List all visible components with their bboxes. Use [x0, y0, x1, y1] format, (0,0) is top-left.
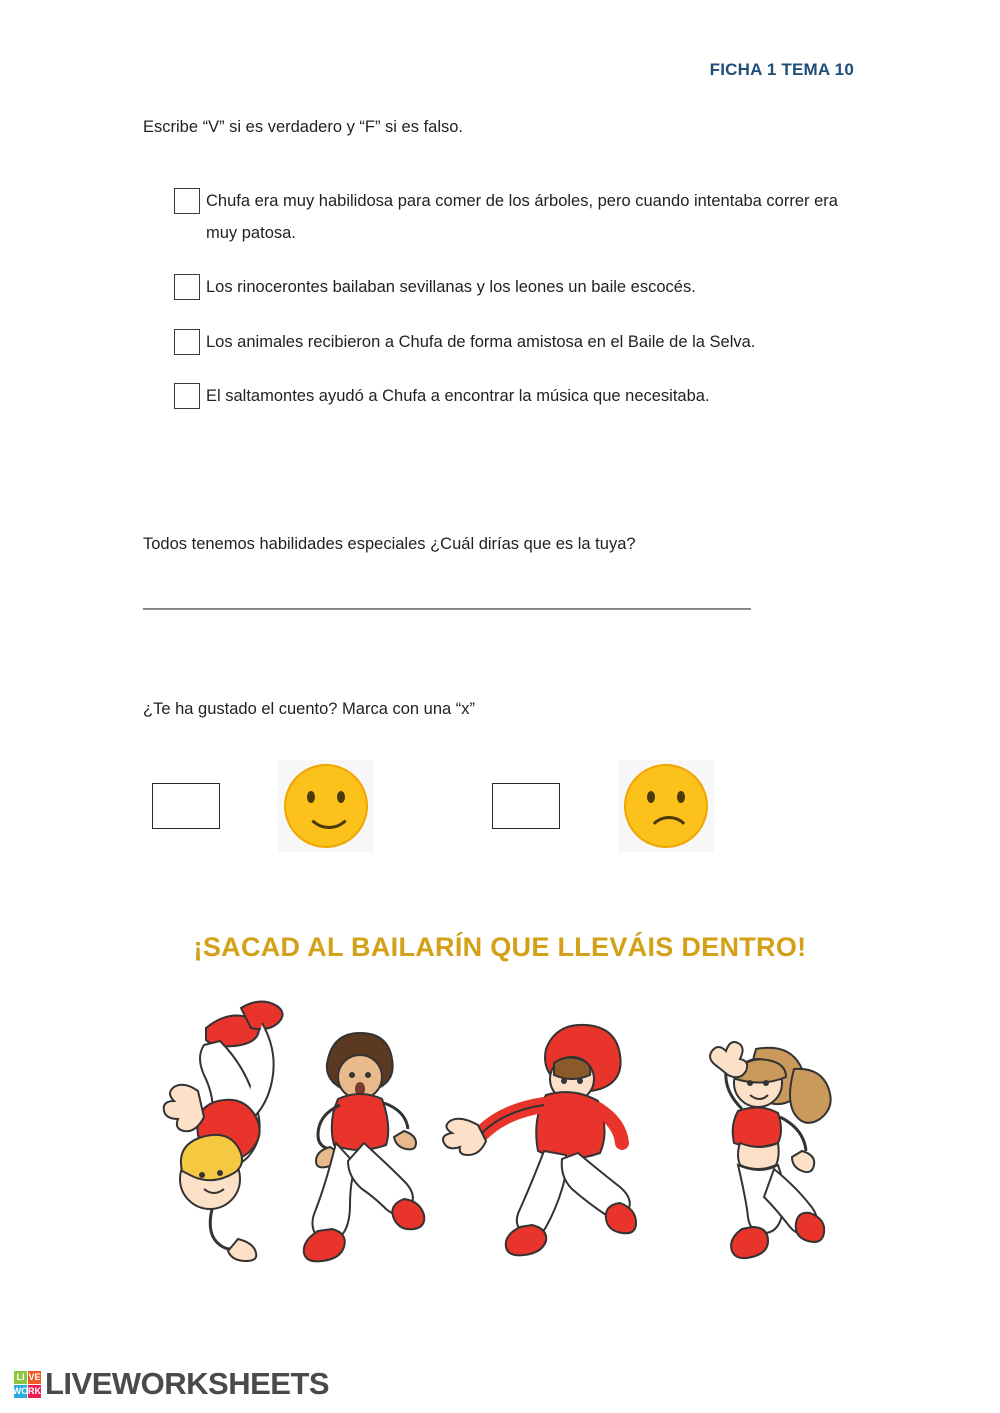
eye-left: [647, 791, 655, 803]
true-false-item[interactable]: [143, 326, 903, 358]
rating-checkbox-sad[interactable]: [492, 783, 560, 829]
smiley-sad-tile: [618, 760, 714, 852]
true-false-item[interactable]: [143, 185, 903, 249]
mouth-sad: [646, 816, 692, 839]
logo-cell-ve: VE: [28, 1371, 41, 1382]
smiley-happy-tile: [278, 760, 374, 852]
logo-cell-rk: RK: [28, 1385, 41, 1396]
true-false-item[interactable]: [143, 380, 903, 412]
mouth-happy: [304, 802, 354, 829]
true-false-list: [143, 185, 903, 434]
true-false-checkbox[interactable]: [174, 329, 200, 355]
dancers-svg: [146, 983, 856, 1281]
poster-title: ¡SACAD AL BAILARÍN QUE LLEVÁIS DENTRO!: [193, 932, 807, 962]
true-false-instruction: Escribe “V” si es verdadero y “F” si es falso.: [143, 118, 464, 136]
rating-row: [152, 760, 714, 852]
liveworksheets-footer[interactable]: [14, 1366, 329, 1402]
smiley-happy-icon: [284, 764, 368, 848]
true-false-text: Los rinocerontes bailaban sevillanas y los leones un baile escocés.: [206, 278, 696, 297]
worksheet-code: FICHA 1 TEMA 10: [709, 60, 854, 79]
logo-cell-wo: WO: [12, 1385, 29, 1396]
true-false-text: El saltamontes ayudó a Chufa a encontrar la música que necesitaba.: [206, 386, 710, 405]
open-question-prompt: Todos tenemos habilidades especiales ¿Cuál dirías que es la tuya?: [143, 535, 636, 553]
true-false-item[interactable]: [143, 271, 903, 303]
logo-cell-li: LI: [14, 1371, 27, 1384]
dancers-illustration: [146, 983, 856, 1281]
true-false-checkbox[interactable]: [174, 188, 200, 214]
true-false-text: Chufa era muy habilidosa para comer de los árboles, pero cuando intentaba correr era muy patosa.: [206, 192, 838, 243]
liveworksheets-brand: LIVEWORKSHEETS: [45, 1366, 330, 1401]
true-false-text: Los animales recibieron a Chufa de forma amistosa en el Baile de la Selva.: [206, 332, 756, 351]
true-false-checkbox[interactable]: [174, 274, 200, 300]
liveworksheets-logo-icon: [14, 1371, 41, 1398]
true-false-checkbox[interactable]: [174, 383, 200, 409]
open-question-answer-line[interactable]: ______________________________________________________________________: [143, 592, 751, 610]
smiley-sad-icon: [624, 764, 708, 848]
eye-right: [677, 791, 685, 803]
rating-checkbox-happy[interactable]: [152, 783, 220, 829]
rating-prompt: ¿Te ha gustado el cuento? Marca con una “x”: [143, 700, 476, 718]
